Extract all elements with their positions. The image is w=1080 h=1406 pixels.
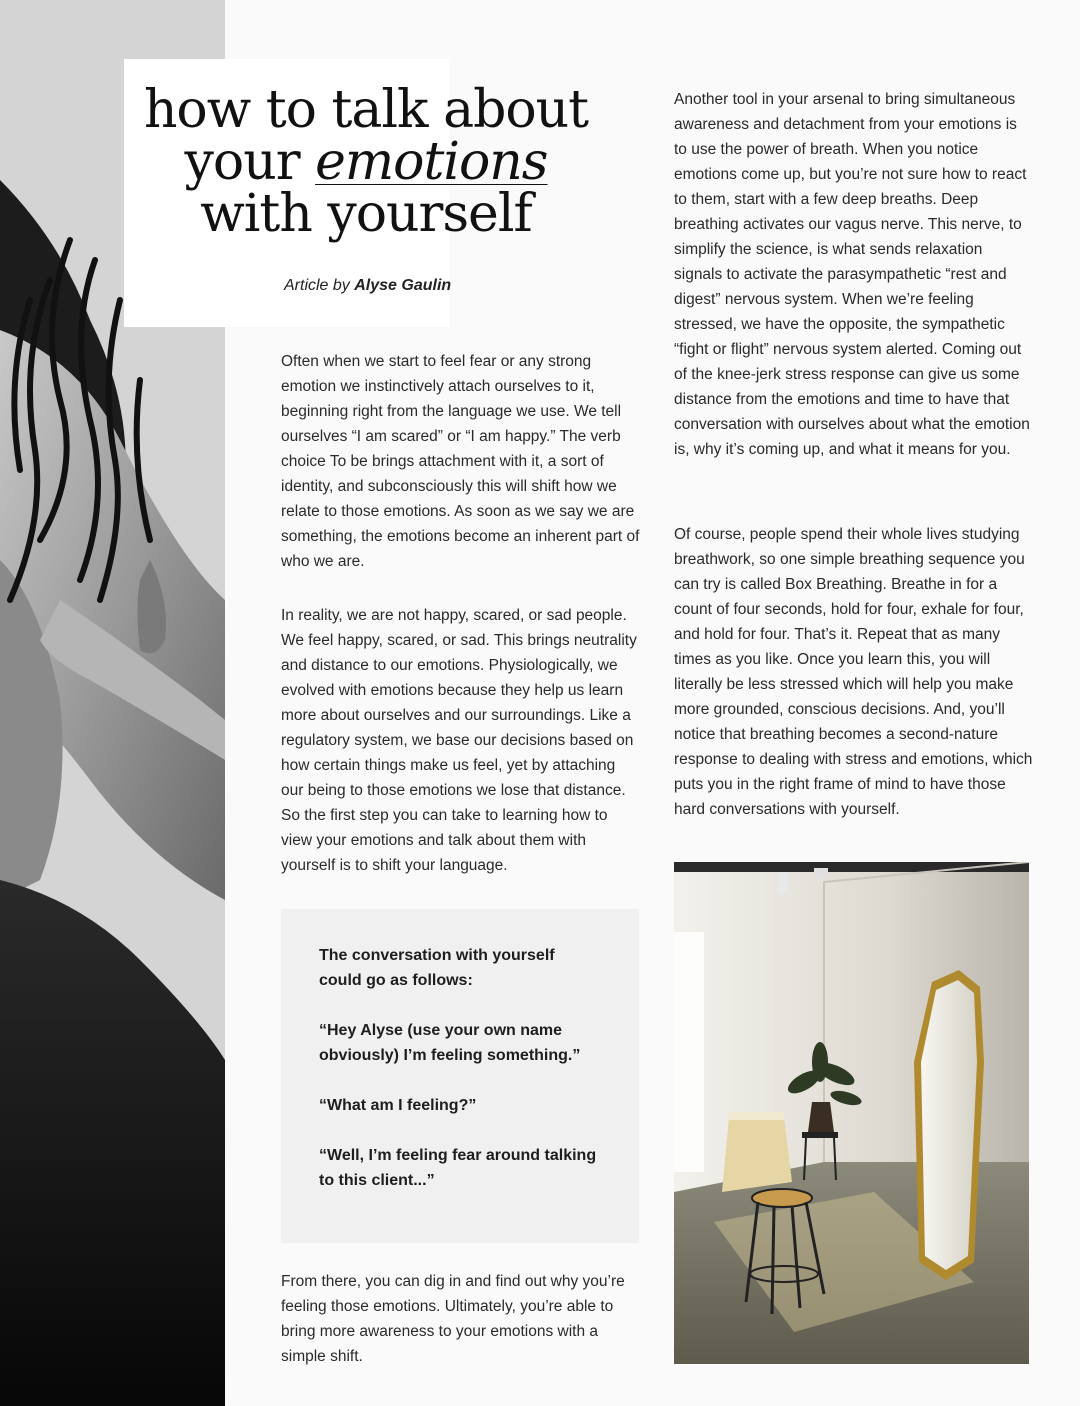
- title-line-3: with yourself: [200, 184, 532, 244]
- paragraph-text: Another tool in your arsenal to bring simultaneous awareness and detachment from your emotions is to use the power of breath. When you notice emotions come up, but you’re not sure how to react to them, start with a few deep breaths. Deep breathing activates our vagus nerve. This nerve, to simplify the science, is what sends relaxation signals to activate the parasympathetic “rest and digest” nervous system. When we’re feeling stressed, we have the opposite, the sympathetic “fight or flight” nervous system alerted. Coming out of the knee-jerk stress response can give us some distance from the emotions and time to have that conversation with ourselves about what the emotion is, why it’s coming up, and what it means for you.: [674, 91, 1030, 458]
- title-line-2: [124, 132, 608, 192]
- right-paragraph-1: [674, 87, 1034, 462]
- callout-quote-2: “What am I feeling?”: [319, 1097, 477, 1114]
- callout-quote-3: “Well, I’m feeling fear around talking to this client...”: [319, 1147, 597, 1189]
- paragraph-text: From there, you can dig in and find out why you’re feeling those emotions. Ultimately, you’re able to bring more awareness to your emotions with a simple shift.: [281, 1273, 625, 1365]
- left-paragraph-3: [281, 1269, 641, 1369]
- byline-prefix: Article by: [284, 277, 355, 294]
- room-illustration: [674, 862, 1029, 1364]
- title-line-1: how to talk about: [143, 80, 589, 140]
- title-emphasis: emotions: [315, 132, 548, 192]
- paragraph-text: Of course, people spend their whole lives studying breathwork, so one simple breathing sequence you can try is called Box Breathing. Breathe in for a count of four seconds, hold for four, exhale for four, and hold for four. That’s it. Repeat that as many times as you like. Once you learn this, you will literally be less stressed which will help you make more grounded, conscious decisions. And, you’ll notice that breathing becomes a second-nature response to dealing with stress and emotions, which puts you in the right frame of mind to have those hard conversations with yourself.: [674, 526, 1033, 818]
- author-name: Alyse Gaulin: [354, 277, 452, 294]
- callout-intro: The conversation with yourself could go as follows:: [319, 947, 555, 989]
- title-line-2-prefix: your: [184, 132, 316, 192]
- room-photo: [674, 862, 1029, 1364]
- callout-quote-1: “Hey Alyse (use your own name obviously) I’m feeling something.”: [319, 1022, 581, 1064]
- paragraph-text: Often when we start to feel fear or any strong emotion we instinctively attach ourselves to it, beginning right from the language we use. We tell ourselves “I am scared” or “I am happy.” The verb choice To be brings attachment with it, a sort of identity, and subconsciously this will shift how we relate to those emotions. As soon as we say we are something, the emotions become an inherent part of who we are.: [281, 353, 640, 570]
- byline: [284, 277, 451, 295]
- left-paragraph-1: [281, 349, 641, 574]
- left-paragraph-2: [281, 603, 641, 878]
- right-paragraph-2: [674, 522, 1034, 822]
- paragraph-text: In reality, we are not happy, scared, or sad people. We feel happy, scared, or sad. This brings neutrality and distance to our emotions. Physiologically, we evolved with emotions because they help us learn more about ourselves and our surroundings. Like a regulatory system, we base our decisions based on how certain things make us feel, yet by attaching our being to those emotions we lose that distance. So the first step you can take to learning how to view your emotions and talk about them with yourself is to shift your language.: [281, 607, 637, 874]
- conversation-callout: [281, 909, 639, 1243]
- article-title: [124, 80, 608, 244]
